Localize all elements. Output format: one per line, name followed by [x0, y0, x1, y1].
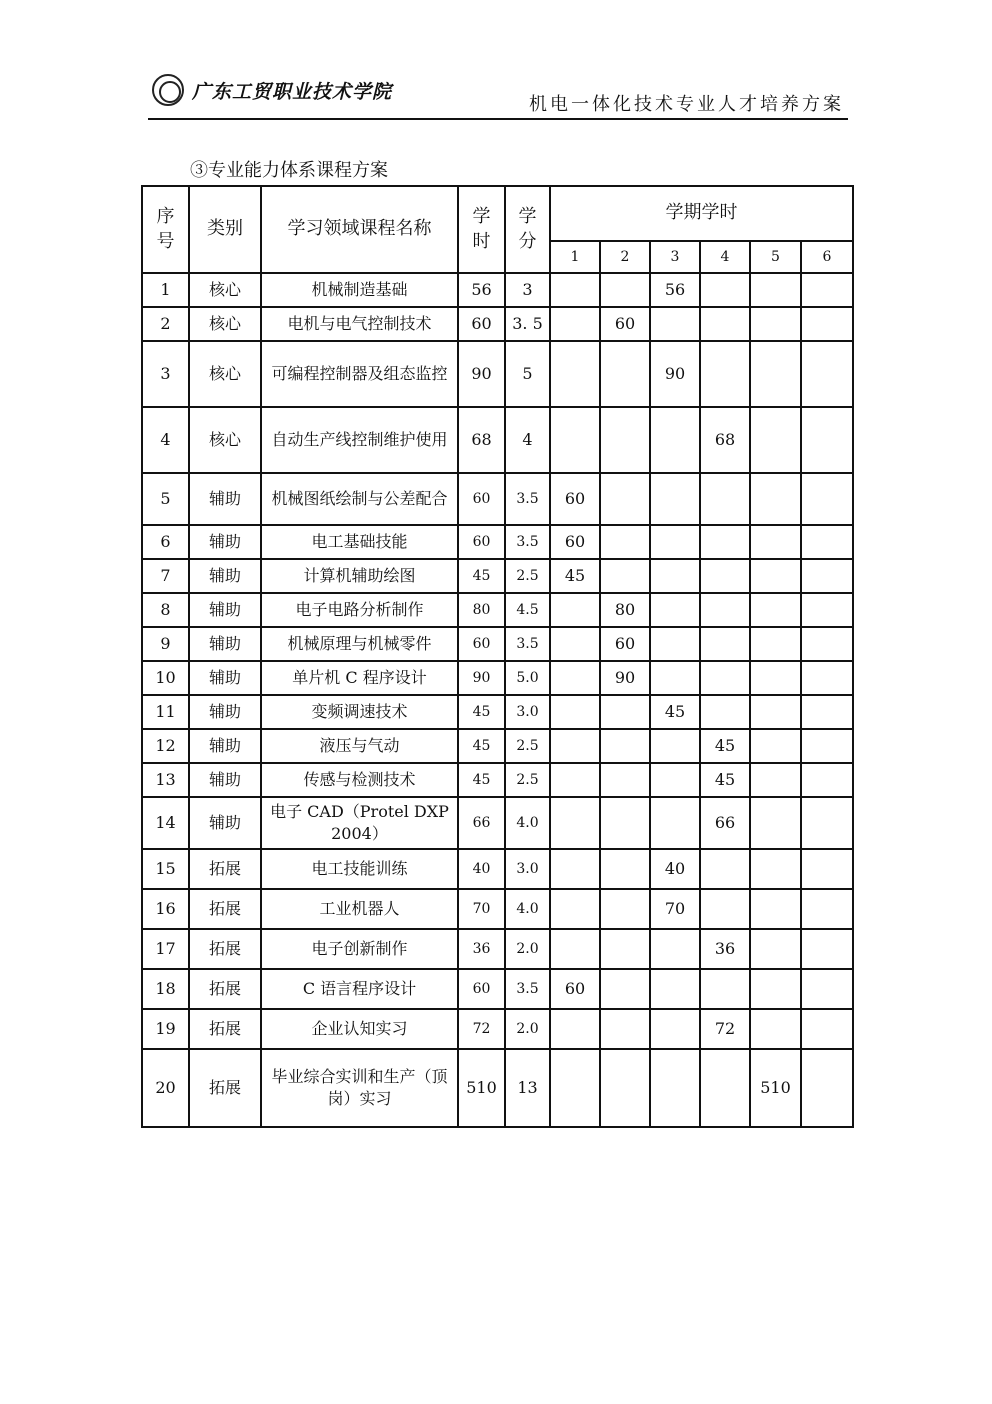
row-semester-4	[700, 661, 750, 695]
row-semester-2	[600, 889, 650, 929]
row-hours: 45	[458, 729, 505, 763]
row-semester-5	[750, 525, 801, 559]
school-seal-icon	[152, 74, 184, 106]
row-number: 20	[142, 1049, 189, 1127]
row-semester-2	[600, 525, 650, 559]
row-credits: 3.5	[505, 473, 550, 525]
row-hours: 36	[458, 929, 505, 969]
row-semester-1	[550, 1009, 600, 1049]
row-course-name: C 语言程序设计	[261, 969, 458, 1009]
row-category: 辅助	[189, 473, 261, 525]
row-number: 3	[142, 341, 189, 407]
row-hours: 45	[458, 695, 505, 729]
row-semester-3	[650, 797, 700, 849]
row-semester-1	[550, 593, 600, 627]
row-category: 辅助	[189, 695, 261, 729]
table-row	[142, 341, 853, 407]
row-semester-5	[750, 729, 801, 763]
row-semester-3	[650, 525, 700, 559]
row-semester-2: 80	[600, 593, 650, 627]
section-title: ③专业能力体系课程方案	[190, 160, 388, 181]
row-semester-2: 90	[600, 661, 650, 695]
table-row	[142, 969, 853, 1009]
row-category: 辅助	[189, 627, 261, 661]
row-category: 辅助	[189, 593, 261, 627]
row-semester-4: 66	[700, 797, 750, 849]
row-semester-2	[600, 273, 650, 307]
row-semester-1: 60	[550, 525, 600, 559]
table-row	[142, 525, 853, 559]
row-semester-3	[650, 1009, 700, 1049]
row-semester-3: 45	[650, 695, 700, 729]
row-semester-3	[650, 559, 700, 593]
row-semester-1	[550, 627, 600, 661]
header-hours: 学 时	[458, 186, 505, 273]
row-semester-2: 60	[600, 307, 650, 341]
row-semester-3: 56	[650, 273, 700, 307]
row-course-name: 自动生产线控制维护使用	[261, 407, 458, 473]
row-semester-3	[650, 593, 700, 627]
row-semester-1: 60	[550, 969, 600, 1009]
row-semester-5	[750, 969, 801, 1009]
row-course-name: 电工技能训练	[261, 849, 458, 889]
row-semester-4: 36	[700, 929, 750, 969]
row-semester-2	[600, 929, 650, 969]
table-row	[142, 407, 853, 473]
row-semester-4: 68	[700, 407, 750, 473]
row-credits: 3. 5	[505, 307, 550, 341]
table-row	[142, 797, 853, 849]
school-logo	[152, 74, 392, 106]
row-course-name: 企业认知实习	[261, 1009, 458, 1049]
row-number: 17	[142, 929, 189, 969]
row-semester-2	[600, 797, 650, 849]
row-semester-6	[801, 969, 853, 1009]
row-semester-3	[650, 729, 700, 763]
row-semester-6	[801, 559, 853, 593]
row-semester-3: 90	[650, 341, 700, 407]
row-semester-5	[750, 889, 801, 929]
row-course-name: 机械图纸绘制与公差配合	[261, 473, 458, 525]
row-semester-5	[750, 661, 801, 695]
table-row	[142, 307, 853, 341]
row-course-name: 传感与检测技术	[261, 763, 458, 797]
row-credits: 3	[505, 273, 550, 307]
row-credits: 4.5	[505, 593, 550, 627]
row-semester-2	[600, 407, 650, 473]
table-row	[142, 763, 853, 797]
row-semester-1: 60	[550, 473, 600, 525]
row-course-name: 电子创新制作	[261, 929, 458, 969]
row-semester-6	[801, 929, 853, 969]
row-course-name: 计算机辅助绘图	[261, 559, 458, 593]
row-category: 拓展	[189, 929, 261, 969]
row-hours: 56	[458, 273, 505, 307]
row-semester-3	[650, 929, 700, 969]
row-hours: 60	[458, 525, 505, 559]
row-course-name: 机械制造基础	[261, 273, 458, 307]
row-credits: 2.0	[505, 929, 550, 969]
row-semester-1	[550, 797, 600, 849]
row-category: 核心	[189, 307, 261, 341]
row-semester-4: 72	[700, 1009, 750, 1049]
row-semester-1	[550, 889, 600, 929]
row-category: 拓展	[189, 889, 261, 929]
row-semester-3	[650, 661, 700, 695]
row-semester-4	[700, 695, 750, 729]
row-credits: 5	[505, 341, 550, 407]
table-row	[142, 849, 853, 889]
header-category: 类别	[189, 186, 261, 273]
row-semester-1: 45	[550, 559, 600, 593]
row-course-name: 电工基础技能	[261, 525, 458, 559]
row-semester-5	[750, 559, 801, 593]
row-semester-5	[750, 763, 801, 797]
row-semester-6	[801, 593, 853, 627]
table-row	[142, 889, 853, 929]
document-title: 机电一体化技术专业人才培养方案	[529, 94, 844, 115]
row-hours: 68	[458, 407, 505, 473]
semester-3: 3	[650, 241, 700, 273]
semester-1: 1	[550, 241, 600, 273]
row-semester-4: 45	[700, 763, 750, 797]
row-semester-4	[700, 969, 750, 1009]
row-semester-6	[801, 273, 853, 307]
row-course-name: 电机与电气控制技术	[261, 307, 458, 341]
row-semester-1	[550, 763, 600, 797]
row-semester-5	[750, 307, 801, 341]
row-category: 辅助	[189, 763, 261, 797]
row-hours: 60	[458, 627, 505, 661]
row-category: 拓展	[189, 1009, 261, 1049]
row-semester-5	[750, 593, 801, 627]
row-semester-3	[650, 763, 700, 797]
row-semester-5	[750, 627, 801, 661]
row-number: 6	[142, 525, 189, 559]
row-semester-6	[801, 889, 853, 929]
row-number: 10	[142, 661, 189, 695]
table-row	[142, 473, 853, 525]
page-header	[148, 72, 848, 120]
row-course-name: 可编程控制器及组态监控	[261, 341, 458, 407]
row-number: 1	[142, 273, 189, 307]
row-credits: 2.0	[505, 1009, 550, 1049]
row-semester-2	[600, 559, 650, 593]
row-semester-2	[600, 1049, 650, 1127]
header-course: 学习领域课程名称	[261, 186, 458, 273]
row-semester-4	[700, 525, 750, 559]
row-semester-6	[801, 729, 853, 763]
row-course-name: 电子电路分析制作	[261, 593, 458, 627]
row-credits: 3.5	[505, 525, 550, 559]
row-semester-1	[550, 273, 600, 307]
row-semester-6	[801, 661, 853, 695]
row-number: 9	[142, 627, 189, 661]
row-course-name: 液压与气动	[261, 729, 458, 763]
table-row	[142, 695, 853, 729]
row-hours: 66	[458, 797, 505, 849]
row-number: 5	[142, 473, 189, 525]
row-semester-3	[650, 1049, 700, 1127]
row-semester-5	[750, 1009, 801, 1049]
row-semester-6	[801, 1049, 853, 1127]
row-hours: 72	[458, 1009, 505, 1049]
row-credits: 13	[505, 1049, 550, 1127]
row-semester-4	[700, 341, 750, 407]
row-semester-4	[700, 307, 750, 341]
row-semester-3	[650, 473, 700, 525]
row-semester-3: 70	[650, 889, 700, 929]
row-semester-4	[700, 1049, 750, 1127]
row-number: 11	[142, 695, 189, 729]
row-semester-5	[750, 929, 801, 969]
row-semester-1	[550, 341, 600, 407]
row-semester-3	[650, 307, 700, 341]
row-semester-3	[650, 407, 700, 473]
header-credits: 学 分	[505, 186, 550, 273]
semester-2: 2	[600, 241, 650, 273]
row-semester-6	[801, 473, 853, 525]
row-semester-6	[801, 695, 853, 729]
row-hours: 60	[458, 969, 505, 1009]
row-semester-6	[801, 341, 853, 407]
row-credits: 5.0	[505, 661, 550, 695]
row-semester-4	[700, 559, 750, 593]
row-semester-5	[750, 273, 801, 307]
header-row	[142, 186, 853, 241]
row-semester-1	[550, 729, 600, 763]
row-semester-1	[550, 929, 600, 969]
row-hours: 80	[458, 593, 505, 627]
row-course-name: 工业机器人	[261, 889, 458, 929]
row-semester-2: 60	[600, 627, 650, 661]
row-course-name: 机械原理与机械零件	[261, 627, 458, 661]
row-number: 2	[142, 307, 189, 341]
row-semester-2	[600, 969, 650, 1009]
header-semester-hours: 学期学时	[550, 186, 853, 241]
row-semester-6	[801, 763, 853, 797]
row-semester-4	[700, 473, 750, 525]
row-semester-1	[550, 849, 600, 889]
row-semester-4	[700, 627, 750, 661]
course-table	[141, 185, 854, 1128]
table-row	[142, 729, 853, 763]
row-number: 12	[142, 729, 189, 763]
row-hours: 90	[458, 341, 505, 407]
row-credits: 2.5	[505, 729, 550, 763]
row-number: 8	[142, 593, 189, 627]
row-category: 辅助	[189, 559, 261, 593]
table-row	[142, 661, 853, 695]
row-semester-3	[650, 969, 700, 1009]
table-row	[142, 1049, 853, 1127]
row-semester-6	[801, 525, 853, 559]
row-credits: 2.5	[505, 559, 550, 593]
row-semester-5	[750, 407, 801, 473]
row-category: 核心	[189, 341, 261, 407]
row-semester-2	[600, 341, 650, 407]
row-hours: 45	[458, 559, 505, 593]
row-semester-6	[801, 849, 853, 889]
table-row	[142, 1009, 853, 1049]
row-number: 4	[142, 407, 189, 473]
row-semester-2	[600, 729, 650, 763]
row-number: 15	[142, 849, 189, 889]
row-semester-6	[801, 407, 853, 473]
row-semester-2	[600, 695, 650, 729]
row-semester-4	[700, 593, 750, 627]
row-hours: 70	[458, 889, 505, 929]
school-name: 广东工贸职业技术学院	[192, 80, 393, 103]
row-course-name: 变频调速技术	[261, 695, 458, 729]
row-number: 16	[142, 889, 189, 929]
table-row	[142, 593, 853, 627]
row-semester-2	[600, 763, 650, 797]
row-number: 19	[142, 1009, 189, 1049]
row-course-name: 电子 CAD（Protel DXP 2004）	[261, 797, 458, 849]
row-semester-4	[700, 849, 750, 889]
row-credits: 2.5	[505, 763, 550, 797]
row-number: 13	[142, 763, 189, 797]
semester-4: 4	[700, 241, 750, 273]
row-semester-4	[700, 273, 750, 307]
row-semester-1	[550, 1049, 600, 1127]
row-semester-4	[700, 889, 750, 929]
row-number: 14	[142, 797, 189, 849]
row-credits: 3.5	[505, 627, 550, 661]
row-semester-2	[600, 849, 650, 889]
row-category: 辅助	[189, 661, 261, 695]
row-category: 拓展	[189, 849, 261, 889]
row-semester-5	[750, 695, 801, 729]
row-credits: 3.5	[505, 969, 550, 1009]
row-semester-2	[600, 473, 650, 525]
row-semester-6	[801, 307, 853, 341]
row-credits: 3.0	[505, 695, 550, 729]
row-category: 辅助	[189, 729, 261, 763]
row-hours: 45	[458, 763, 505, 797]
row-hours: 60	[458, 473, 505, 525]
row-semester-3: 40	[650, 849, 700, 889]
row-category: 拓展	[189, 969, 261, 1009]
row-semester-5	[750, 849, 801, 889]
row-semester-6	[801, 797, 853, 849]
row-hours: 60	[458, 307, 505, 341]
row-semester-4: 45	[700, 729, 750, 763]
row-course-name: 单片机 C 程序设计	[261, 661, 458, 695]
row-semester-1	[550, 307, 600, 341]
row-number: 18	[142, 969, 189, 1009]
row-semester-5	[750, 797, 801, 849]
row-course-name: 毕业综合实训和生产（顶岗）实习	[261, 1049, 458, 1127]
row-number: 7	[142, 559, 189, 593]
row-hours: 90	[458, 661, 505, 695]
row-semester-6	[801, 627, 853, 661]
semester-5: 5	[750, 241, 801, 273]
row-semester-1	[550, 695, 600, 729]
row-credits: 3.0	[505, 849, 550, 889]
row-category: 辅助	[189, 525, 261, 559]
row-category: 核心	[189, 407, 261, 473]
row-semester-5	[750, 341, 801, 407]
row-semester-2	[600, 1009, 650, 1049]
row-semester-1	[550, 407, 600, 473]
table-row	[142, 929, 853, 969]
row-credits: 4.0	[505, 797, 550, 849]
row-category: 辅助	[189, 797, 261, 849]
table-row	[142, 559, 853, 593]
row-hours: 510	[458, 1049, 505, 1127]
row-category: 核心	[189, 273, 261, 307]
row-category: 拓展	[189, 1049, 261, 1127]
semester-6: 6	[801, 241, 853, 273]
row-semester-5	[750, 473, 801, 525]
row-semester-5: 510	[750, 1049, 801, 1127]
header-seq: 序 号	[142, 186, 189, 273]
row-credits: 4	[505, 407, 550, 473]
row-semester-6	[801, 1009, 853, 1049]
row-hours: 40	[458, 849, 505, 889]
table-row	[142, 273, 853, 307]
row-semester-3	[650, 627, 700, 661]
table-row	[142, 627, 853, 661]
row-credits: 4.0	[505, 889, 550, 929]
row-semester-1	[550, 661, 600, 695]
